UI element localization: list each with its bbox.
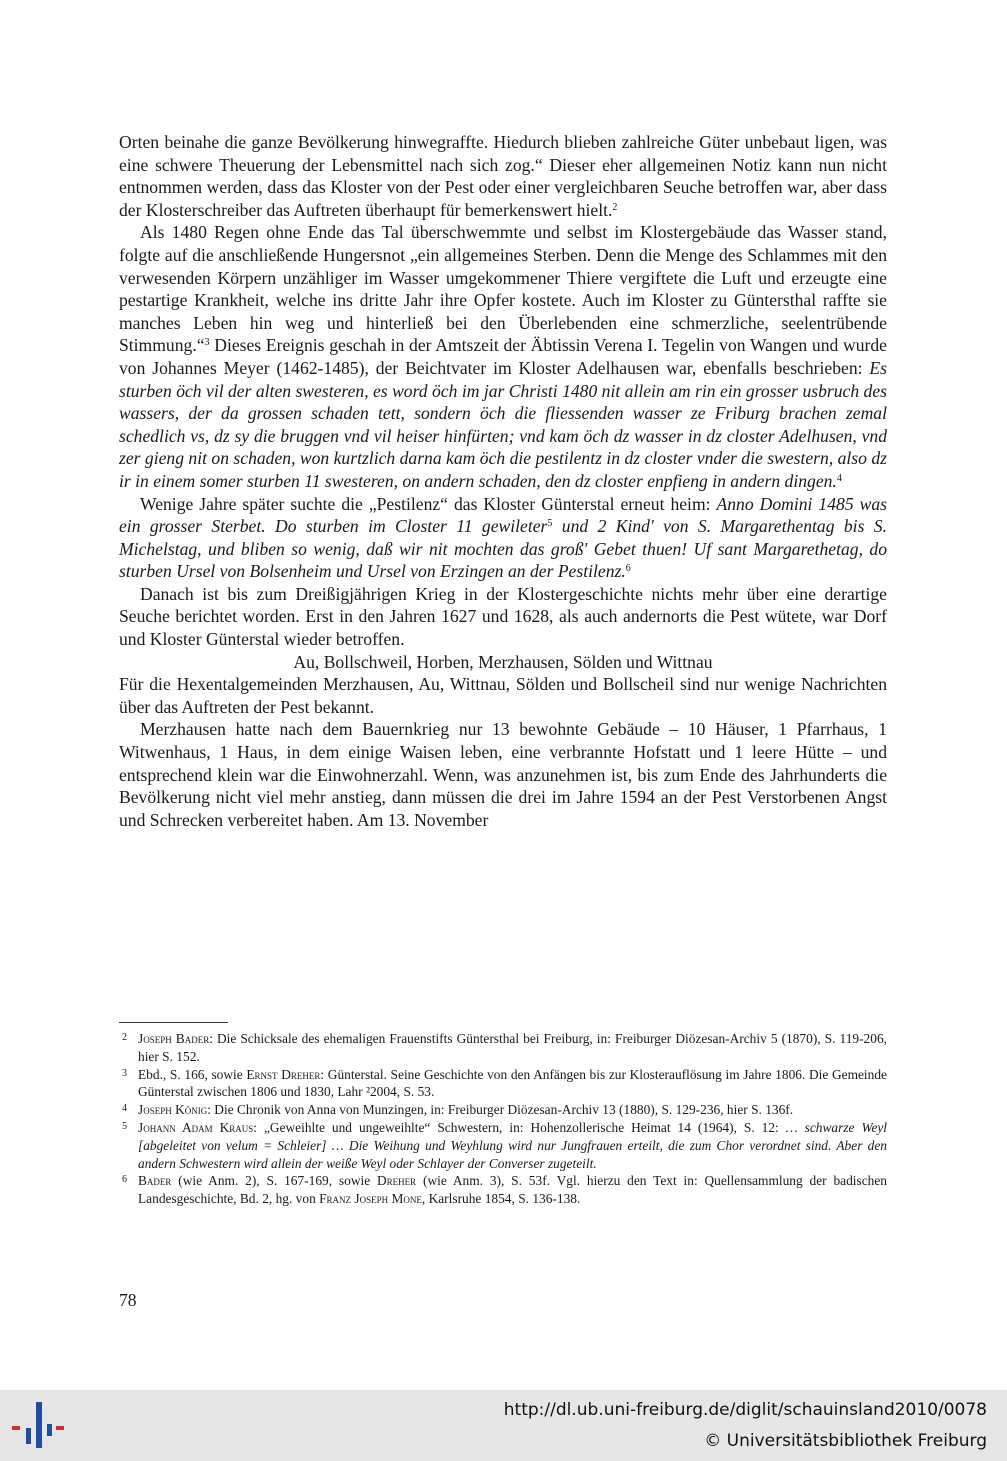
page-number: 78	[119, 1290, 137, 1310]
footnote-number: 4	[122, 1103, 127, 1115]
footnote-author: Dreher	[376, 1173, 417, 1189]
footnote-ref[interactable]: 5	[547, 518, 553, 530]
footnote-4: 4 Joseph König: Die Chronik von Anna von Munzingen, in: Freiburger Diözesan-Archiv 13 (1880), S. 129-236, hier S. 136f.	[122, 1102, 794, 1118]
source-url-link[interactable]: http://dl.ub.uni-freiburg.de/diglit/schauinsland2010/0078	[503, 1400, 987, 1420]
footnote-ref[interactable]: 4	[836, 472, 842, 484]
paragraph-6: Merzhausen hatte nach dem Bauernkrieg nur 13 bewohnte Gebäude – 10 Häuser, 1 Pfarrhaus, 1 Witwenhaus, 1 Haus, in dem einige Waisen leben, eine verbrannte Hofstatt und 1 leere Hütte – und entsprechend klein war die Einwohnerzahl. Wenn, was anzunehmen ist, bis zum Ende des Jahrhunderts die Bevölkerung nicht viel mehr anstieg, dann müssen die drei im Jahre 1594 an der Pest Verstorbenen Angst und Schrecken verbereitet haben. Am 13. November	[119, 719, 887, 830]
footnotes	[119, 1030, 887, 1208]
footnote-ref[interactable]: 2	[612, 201, 618, 213]
paragraph-3: Wenige Jahre später suchte die „Pestilenz“ das Kloster Günterstal erneut heim: Anno Domini 1485 was ein grosser Sterbet. Do sturben im Closter 11 gewileter$^5$ und 2 Kind' von S. Margarethentag bis S. Michelstag, und bliben so wenig, daß wir nit mochten das groß' Gebet thuen! Uf sant Margarethetag, do sturben Ursel von Bolsenheim und Ursel von Erzingen an der Pestilenz.$^6$	[119, 493, 887, 582]
footnote-3: 3 Ebd., S. 166, sowie Ernst Dreher: Günterstal. Seine Geschichte von den Anfängen bis zur Klosterauflösung im Jahre 1806. Die Gemeinde Günterstal zwischen 1806 und 1830, Lahr ²2004, S. 53.	[122, 1066, 887, 1100]
footnote-author: Franz Joseph Mone	[319, 1191, 422, 1207]
quote-italic: Anno Domini 1485 was ein grosser Sterbet. Do sturben im Closter 11 gewileter	[119, 493, 887, 537]
quote-italic: Es sturben öch vil der alten swesteren, es word öch im jar Christi 1480 nit allein am rin ein grosser usbruch des wassers, der da grossen schaden tett, sondern öch die fliessenden wasser ze Friburg brachen zemal schedlich vs, dz sy die bruggen vnd vil heiser hinfürten; vnd kam öch dz wasser in dz closter Adelhusen, vnd zer gieng nit on schaden, won kurtzlich darna kam öch die pestilentz in dz closter vnder die swestern, also dz ir in einem somer sturben 11 swesteren, on andern schaden, den dz closter enpfieng in andern dingen.	[119, 357, 887, 491]
footnote-author: Bader	[138, 1173, 172, 1189]
paragraph-4: Danach ist bis zum Dreißigjährigen Krieg in der Klostergeschichte nichts mehr über eine derartige Seuche berichtet worden. Erst in den Jahren 1627 und 1628, als auch andernorts die Pest wütete, war Dorf und Kloster Günterstal wieder betroffen.	[119, 583, 887, 650]
footnote-number: 5	[122, 1120, 127, 1132]
footnote-number: 3	[122, 1067, 127, 1079]
body-text	[119, 131, 887, 831]
footnote-2: 2 Joseph Bader: Die Schicksale des ehemaligen Frauenstifts Güntersthal bei Freiburg, in: Freiburger Diözesan-Archiv 5 (1870), S. 119-206, hier S. 152.	[122, 1031, 887, 1064]
quote-italic: und 2 Kind' von S. Margarethentag bis S. Michelstag, und bliben so wenig, daß wir nit mochten das groß' Gebet thuen! Uf sant Margarethetag, do sturben Ursel von Bolsenheim und Ursel von Erzingen an der Pestilenz.	[119, 516, 887, 582]
paragraph-1: Orten beinahe die ganze Bevölkerung hinwegraffte. Hiedurch blieben zahlreiche Güter unbebaut ligen, was eine schwere Theuerung der Lebensmittel nach sich zog.“ Dieser eher allgemeinen Notiz kann nun nicht entnommen werden, dass das Kloster von der Pest oder einer vergleichbaren Seuche betroffen war, aber dass der Klosterschreiber das Auftreten überhaupt für bemerkenswert hielt.$^2$	[119, 132, 887, 220]
footnote-ref[interactable]: 6	[625, 563, 631, 575]
footnote-author: Ernst Dreher	[246, 1066, 321, 1082]
footnote-ref[interactable]: 3	[204, 337, 210, 349]
footnote-number: 6	[122, 1174, 127, 1186]
viewer-footer	[0, 1390, 1007, 1461]
footnote-6: 6 Bader (wie Anm. 2), S. 167-169, sowie Dreher (wie Anm. 3), S. 53f. Vgl. hierzu den Text in: Quellensammlung der badischen Landesgeschichte, Bd. 2, hg. von Franz Joseph Mone, Karlsruhe 1854, S. 136-138.	[122, 1173, 887, 1207]
footnote-5: 5 Johann Adam Kraus: „Geweihlte und ungeweihlte“ Schwestern, in: Hohenzollerische Heimat 14 (1964), S. 12: … schwarze Weyl [abgeleitet von velum = Schleier] … Die Weihung und Weyhlung wird nur Jungfrauen erteilt, die zum Chor verordnet sind. Aber den andern Schwestern wird allein der weiße Weyl oder Schlayer der Converser zugeteilt.	[122, 1119, 887, 1171]
footnote-author: Joseph König	[138, 1102, 208, 1118]
copyright-notice: © Universitätsbibliothek Freiburg	[704, 1431, 987, 1451]
section-heading: Au, Bollschweil, Horben, Merzhausen, Sölden und Wittnau	[293, 651, 713, 672]
paragraph-5: Für die Hexentalgemeinden Merzhausen, Au, Wittnau, Sölden und Bollscheil sind nur wenige Nachrichten über das Auftreten der Pest bekannt.	[119, 674, 887, 717]
footnote-number: 2	[122, 1032, 127, 1043]
footnote-author: Joseph Bader	[138, 1031, 210, 1046]
footnote-author: Johann Adam Kraus	[138, 1119, 254, 1135]
paragraph-2: Als 1480 Regen ohne Ende das Tal überschwemmte und selbst im Klostergebäude das Wasser stand, folgte auf die anschließende Hungersnot „ein allgemeines Sterben. Denn die Menge des Schlammes mit den verwesenden Körpern unzähliger im Wasser umgekommener Thiere vergiftete die Luft und erzeugte eine pestartige Krankheit, welche ins dritte Jahr ihre Opfer kostete. Auch im Kloster zu Güntersthal raffte sie manches Leben hin weg und hinterließ bei den Überlebenden eine schmerzliche, seelentrübende Stimmung.“$^3$ Dieses Ereignis geschah in der Amtszeit der Äbtissin Verena I. Tegelin von Wangen und wurde von Johannes Meyer (1462-1485), der Beichtvater im Kloster Adelhausen war, ebenfalls beschrieben: Es sturben öch vil der alten swesteren, es word öch im jar Christi 1480 nit allein am rin ein grosser usbruch des wassers, der da grossen schaden tett, sondern öch die fliessenden wasser ze Friburg brachen zemal schedlich vs, dz sy die bruggen vnd vil heiser hinfürten; vnd kam öch dz wasser in dz closter Adelhusen, vnd zer gieng nit on schaden, won kurtzlich darna kam öch die pestilentz in dz closter vnder die swestern, also dz ir in einem somer sturben 11 swesteren, on andern schaden, den dz closter enpfieng in andern dingen.$^4$	[119, 222, 887, 491]
library-logo-icon[interactable]	[12, 1398, 64, 1452]
footnote-divider	[119, 1022, 228, 1023]
